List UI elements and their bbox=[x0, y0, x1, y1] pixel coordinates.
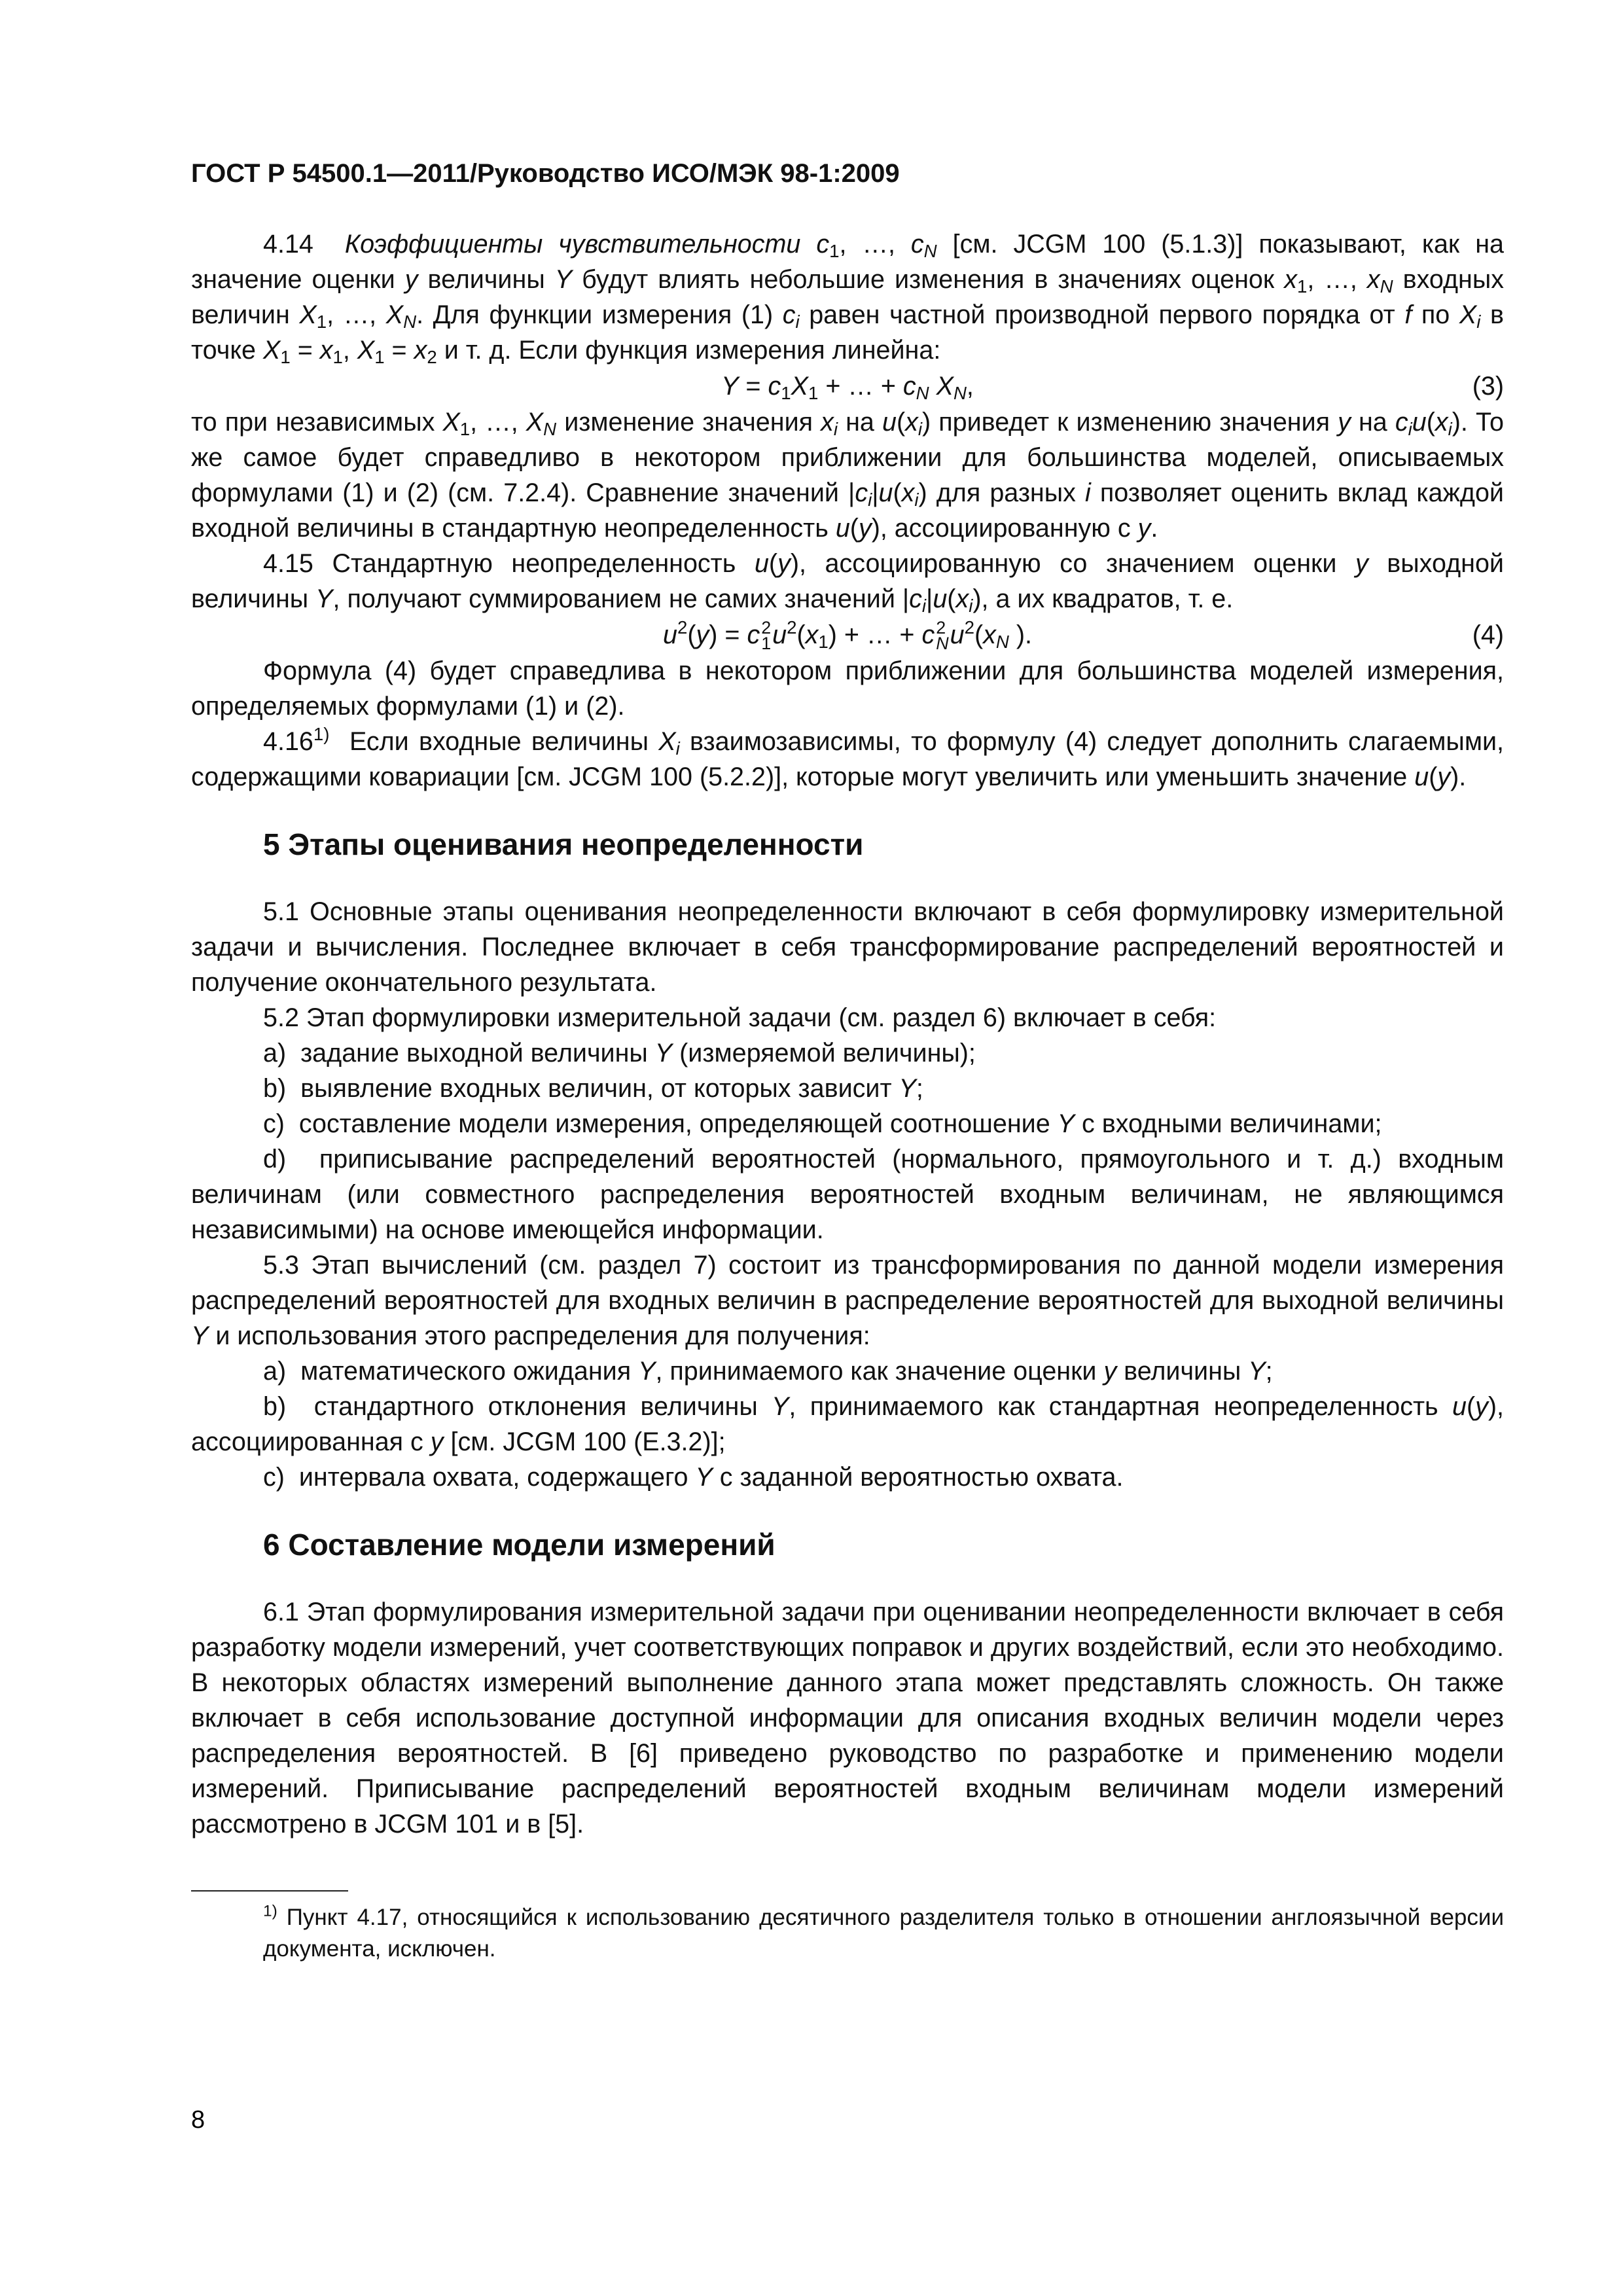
paragraph-4-14: 4.14 Коэффициенты чувствительности $c_1$, …, $c_N$ [см. JCGM 100 (5.1.3)] показывают, как на значение оценки y величины Y будут влиять небольшие изменения в значениях оценок $x_1$, …, $x_N$ входных величин $X_1$, …, $X_N$. Для функции измерения (1) $c_i$ равен частной производной первого порядка от f по $X_i$ в точке $X_1 = x_1$, $X_1 = x_2$ и т. д. Если функция измерения линейна: bbox=[191, 230, 1504, 367]
list-item-5-3-a: a) математического ожидания Y, принимаемого как значение оценки y величины Y; bbox=[263, 1357, 1273, 1386]
paragraph-5-1: 5.1 Основные этапы оценивания неопределенности включают в себя формулировку измерительной задачи и вычисления. Последнее включает в себя трансформирование распределений вероятностей и получение окончательного результата. bbox=[191, 897, 1504, 997]
page-number: 8 bbox=[191, 2106, 205, 2134]
document-header: ГОСТ Р 54500.1—2011/Руководство ИСО/МЭК 98-1:2009 bbox=[191, 159, 900, 188]
list-item-5-3-c: c) интервала охвата, содержащего Y с заданной вероятностью охвата. bbox=[263, 1463, 1124, 1492]
list-item-5-2-c: c) составление модели измерения, определяющей соотношение Y с входными величинами; bbox=[263, 1109, 1382, 1138]
paragraph-4-15-continued: Формула (4) будет справедлива в некотором приближении для большинства моделей измерения, определяемых формулами (1) и (2). bbox=[191, 656, 1504, 721]
list-item-5-3-b: b) стандартного отклонения величины Y, принимаемого как стандартная неопределенность u(y), ассоциированная с y [см. JCGM 100 (E.3.2)]; bbox=[191, 1392, 1504, 1456]
equation-4 bbox=[191, 617, 1504, 653]
clause-number: 4.14 bbox=[263, 230, 313, 259]
equation-3-body: $Y = c_1X_1$ + … + $c_N$ $X_N$, bbox=[721, 372, 974, 403]
section-5-heading: 5 Этапы оценивания неопределенности bbox=[263, 827, 864, 861]
paragraph-4-14-continued: то при независимых $X_1$, …, $X_N$ изменение значения $x_i$ на $u(x_i)$ приведет к изменению значения y на $c_iu(x_i)$. То же самое будет справедливо в некотором приближении для большинства моделей, описываемых формулами (1) и (2) (см. 7.2.4). Сравнение значений $|c_i|u(x_i)$ для разных i позволяет оценить вклад каждой входной величины в стандартную неопределенность u(y), ассоциированную с y. bbox=[191, 408, 1504, 543]
document-page bbox=[191, 157, 1504, 1965]
paragraph-4-16: 4.16$^{1)}$ Если входные величины $X_i$ взаимозависимы, то формулу (4) следует дополнить слагаемыми, содержащими ковариации [см. JCGM 100 (5.2.2)], которые могут увеличить или уменьшить значение u(y). bbox=[191, 723, 1505, 791]
list-item-5-2-a: a) задание выходной величины Y (измеряемой величины); bbox=[263, 1039, 976, 1067]
footnote: $^{1)}$ Пункт 4.17, относящийся к использованию десятичного разделителя только в отношении англоязычной версии документа, исключен. bbox=[263, 1902, 1504, 1962]
term: Коэффициенты чувствительности bbox=[344, 230, 801, 259]
paragraph-5-3: 5.3 Этап вычислений (см. раздел 7) состоит из трансформирования по данной модели измерения распределений вероятностей для входных величин в распределение вероятностей для выходной величины Y и использования этого распределения для получения: bbox=[191, 1251, 1504, 1350]
equation-3-number: (3) bbox=[1472, 372, 1504, 401]
list-item-5-2-b: b) выявление входных величин, от которых зависит Y; bbox=[263, 1074, 923, 1103]
paragraph-5-2: 5.2 Этап формулировки измерительной задачи (см. раздел 6) включает в себя: bbox=[263, 1003, 1217, 1032]
equation-4-number: (4) bbox=[1472, 620, 1504, 649]
list-item-5-2-d: d) приписывание распределений вероятностей (нормального, прямоугольного и т. д.) входным величинам (или совместного распределения вероятностей входным величинам, не являющимся независимыми) на основе имеющейся информации. bbox=[191, 1145, 1504, 1244]
footnote-divider bbox=[191, 1890, 348, 1892]
equation-4-body: $u^2(y) = c$ 2 1 $u^2(x_1)$ + … + c 2 N $u^2(x_N$ ). bbox=[663, 617, 1032, 654]
paragraph-4-15: 4.15 Стандартную неопределенность u(y), ассоциированную со значением оценки y выходной величины Y, получают суммированием не самих значений $|c_i|u(x_i)$, а их квадратов, т. е. bbox=[191, 549, 1504, 616]
equation-3 bbox=[191, 368, 1504, 404]
paragraph-6-1: 6.1 Этап формулирования измерительной задачи при оценивании неопределенности включает в себя разработку модели измерений, учет соответствующих поправок и других воздействий, если это необходимо. В некоторых областях измерений выполнение данного этапа может представлять сложность. Он также включает в себя использование доступной информации для описания входных величин модели через распределения вероятностей. В [6] приведено руководство по разработке и применению модели измерений. Приписывание распределений вероятностей входным величинам модели измерений рассмотрено в JCGM 101 и в [5]. bbox=[191, 1598, 1504, 1839]
section-6-heading: 6 Составление модели измерений bbox=[263, 1528, 776, 1562]
